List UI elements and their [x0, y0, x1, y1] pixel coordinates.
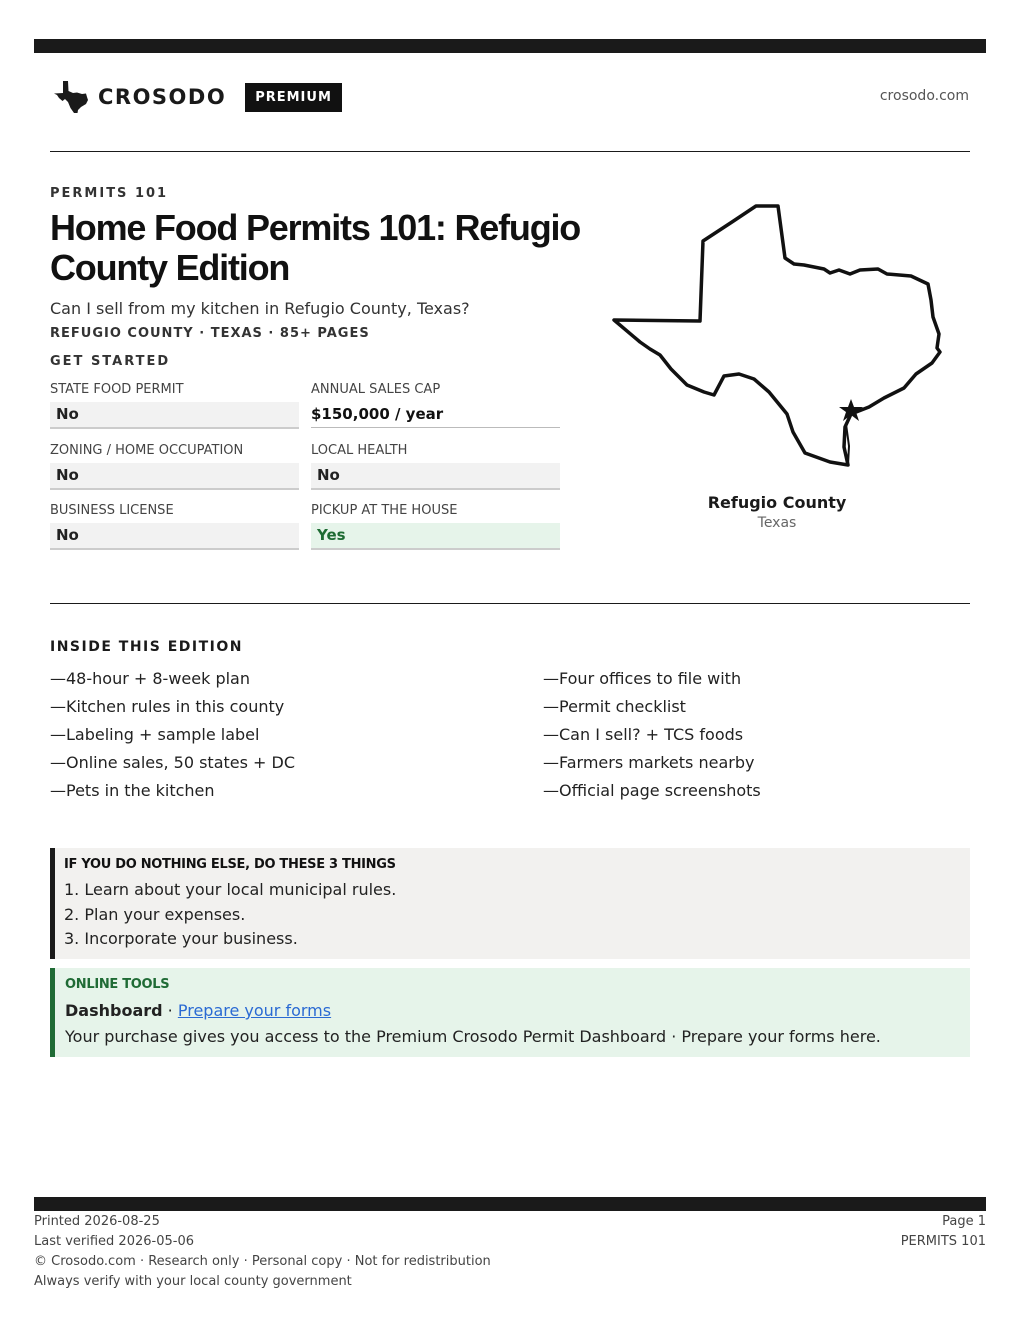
priority-steps: [64, 878, 970, 952]
stat-value: $150,000 / year: [311, 402, 560, 428]
list-item: —Official page screenshots: [543, 781, 761, 800]
list-item: —Kitchen rules in this county: [50, 697, 285, 716]
get-started-heading: GET STARTED: [50, 354, 171, 369]
list-item: 1. Learn about your local municipal rules.: [64, 880, 397, 899]
stat-state-food-permit: [50, 380, 299, 429]
list-item: —Pets in the kitchen: [50, 781, 215, 800]
premium-badge: PREMIUM: [245, 83, 342, 112]
stat-value: No: [311, 463, 560, 490]
section-divider: [50, 603, 970, 604]
list-item: —Permit checklist: [543, 697, 686, 716]
subtitle: Can I sell from my kitchen in Refugio County, Texas?: [50, 299, 470, 318]
page-title: Home Food Permits 101: Refugio County Edition: [50, 207, 581, 288]
stat-label: STATE FOOD PERMIT: [50, 382, 184, 397]
callout-heading: IF YOU DO NOTHING ELSE, DO THESE 3 THINGS: [64, 857, 396, 872]
list-item: 3. Incorporate your business.: [64, 929, 298, 948]
texas-outline-icon: [608, 202, 946, 474]
copyright: © Crosodo.com · Research only · Personal copy · Not for redistribution: [34, 1254, 491, 1269]
stat-label: ZONING / HOME OCCUPATION: [50, 443, 244, 458]
county-state: Texas: [757, 515, 797, 531]
list-item: —Online sales, 50 states + DC: [50, 753, 296, 772]
brand[interactable]: [53, 80, 342, 114]
texas-shape-icon: [53, 80, 89, 114]
tools-heading: ONLINE TOOLS: [65, 977, 170, 992]
county-name: Refugio County: [707, 493, 847, 512]
top-bar: [34, 39, 986, 53]
texas-map: [608, 202, 946, 474]
priority-callout: [50, 848, 970, 959]
page-number: Page 1: [942, 1214, 986, 1229]
prepare-forms-link[interactable]: Prepare your forms: [177, 1001, 332, 1020]
stat-pickup: [311, 501, 560, 550]
list-item: —Farmers markets nearby: [543, 753, 755, 772]
edition-meta: REFUGIO COUNTY · TEXAS · 85+ PAGES: [50, 326, 370, 341]
list-item: —Four offices to file with: [543, 669, 742, 688]
stat-label: PICKUP AT THE HOUSE: [311, 503, 458, 518]
header-divider: [50, 151, 970, 152]
verified-date: Last verified 2026-05-06: [34, 1234, 194, 1249]
stat-value: Yes: [311, 523, 560, 550]
brand-name: CROSODO: [98, 85, 227, 109]
list-item: —Labeling + sample label: [50, 725, 260, 744]
dashboard-label: Dashboard: [65, 1001, 163, 1020]
tools-line: [65, 1001, 970, 1021]
stat-annual-sales-cap: [311, 380, 560, 428]
bottom-bar: [34, 1197, 986, 1211]
list-item: —48-hour + 8-week plan: [50, 669, 250, 688]
contents-list-left: [50, 665, 470, 805]
stat-label: ANNUAL SALES CAP: [311, 382, 441, 397]
stat-label: BUSINESS LICENSE: [50, 503, 174, 518]
stat-label: LOCAL HEALTH: [311, 443, 408, 458]
list-item: 2. Plan your expenses.: [64, 904, 246, 924]
disclaimer: Always verify with your local county government: [34, 1274, 352, 1289]
stat-local-health: [311, 441, 560, 490]
stat-value: No: [50, 523, 299, 550]
footer-right: [901, 1212, 986, 1252]
list-item: —Can I sell? + TCS foods: [543, 725, 744, 744]
printed-date: Printed 2026-08-25: [34, 1214, 160, 1229]
tools-description: Your purchase gives you access to the Premium Crosodo Permit Dashboard · Prepare your forms here.: [65, 1027, 881, 1046]
stat-value: No: [50, 402, 299, 429]
contents-heading: INSIDE THIS EDITION: [50, 639, 243, 655]
online-tools-callout: [50, 968, 970, 1057]
kicker: PERMITS 101: [50, 186, 169, 201]
footer-section: PERMITS 101: [900, 1234, 986, 1249]
star-icon: [838, 398, 864, 422]
footer-left: [34, 1212, 491, 1292]
stat-zoning: [50, 441, 299, 490]
contents-list-right: [543, 665, 963, 805]
stat-business-license: [50, 501, 299, 550]
stat-value: No: [50, 463, 299, 490]
site-url[interactable]: crosodo.com: [879, 88, 969, 104]
separator: ·: [162, 1001, 178, 1020]
